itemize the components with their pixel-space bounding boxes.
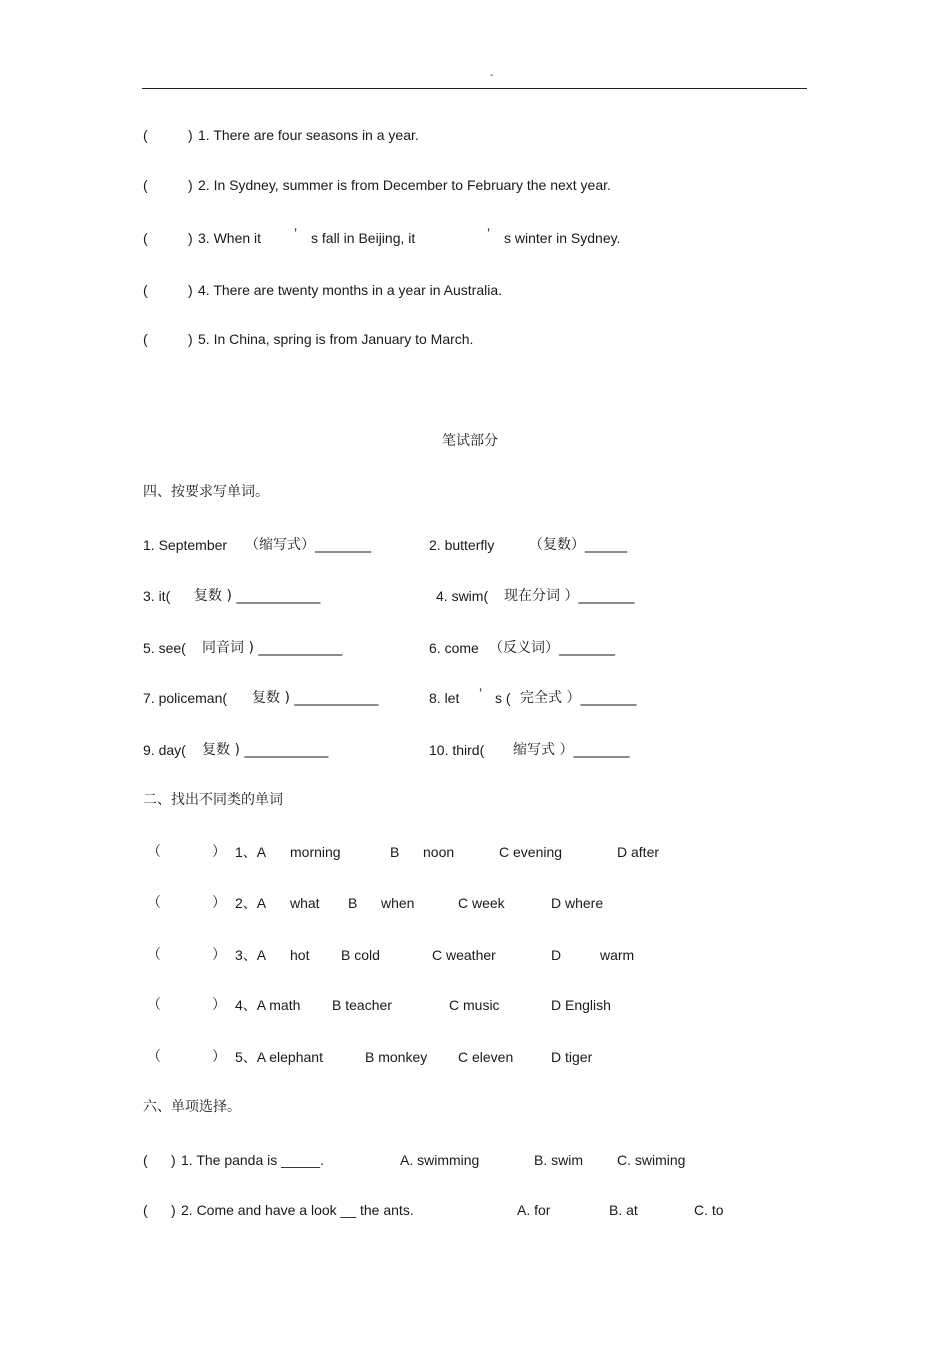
answer-paren-close: )	[171, 1152, 176, 1168]
answer-paren-open: (	[143, 127, 148, 143]
word-requirement: （反义词）________	[489, 640, 615, 656]
word-requirement: 完全式 ）________	[520, 690, 637, 706]
option-b: B teacher	[332, 997, 392, 1013]
answer-paren-close: ）	[212, 997, 226, 1013]
option-c: C music	[449, 997, 500, 1013]
option-a: 3、A	[235, 947, 267, 963]
section-title: 笔试部分	[442, 433, 498, 449]
option-a: 2、A	[235, 895, 267, 911]
answer-paren-close: )	[188, 127, 193, 143]
option-a: 4、A math	[235, 997, 301, 1013]
answer-paren-close: )	[188, 282, 193, 298]
answer-paren-open: （	[147, 947, 161, 963]
word-requirement: 复数 ) ____________	[194, 588, 321, 604]
answer-paren-open: (	[143, 331, 148, 347]
option-d: D where	[551, 895, 604, 911]
option-c: C evening	[499, 844, 563, 860]
option-a: 1、A	[235, 844, 267, 860]
option-c: C week	[458, 895, 505, 911]
option-d-word: warm	[600, 947, 635, 963]
word-requirement: 缩写式 ）________	[513, 742, 630, 758]
section-heading: 四、按要求写单词。	[143, 484, 269, 500]
option-a-word: what	[290, 895, 320, 911]
option-b-word: noon	[423, 844, 455, 860]
option-a: 5、A elephant	[235, 1049, 323, 1065]
option-a-word: hot	[290, 947, 310, 963]
header-mark: -	[490, 70, 494, 81]
question-text: 4. There are twenty months in a year in Australia.	[198, 282, 503, 298]
option-b: B monkey	[365, 1049, 428, 1065]
word-requirement: 复数 ) ____________	[252, 690, 379, 706]
option-c: C eleven	[458, 1049, 514, 1065]
option-d: D	[551, 947, 562, 963]
option-c: C. swiming	[617, 1152, 686, 1168]
answer-paren-close: )	[188, 230, 193, 246]
apostrophe: ’	[479, 685, 483, 701]
question-text: 2. In Sydney, summer is from December to February the next year.	[198, 177, 611, 193]
word-prompt: 5. see(	[143, 640, 186, 656]
option-a: A. swimming	[400, 1152, 480, 1168]
word-requirement: 现在分词 ）________	[504, 588, 635, 604]
answer-paren-close: ）	[212, 947, 226, 963]
option-a-word: morning	[290, 844, 341, 860]
word-requirement: （缩写式）________	[245, 537, 371, 553]
answer-paren-close: ）	[212, 895, 226, 911]
option-d: D tiger	[551, 1049, 593, 1065]
apostrophe: ’	[294, 225, 298, 241]
word-prompt: 10. third(	[429, 742, 485, 758]
question-text: 1. The panda is _____.	[181, 1152, 324, 1168]
answer-paren-open: (	[143, 177, 148, 193]
question-text: 5. In China, spring is from January to March.	[198, 331, 474, 347]
answer-paren-open: （	[147, 895, 161, 911]
answer-paren-open: （	[147, 844, 161, 860]
answer-paren-open: (	[143, 230, 148, 246]
answer-paren-close: ）	[212, 844, 226, 860]
option-d: D after	[617, 844, 660, 860]
option-b: B	[390, 844, 400, 860]
word-prompt: 1. September	[143, 537, 228, 553]
answer-paren-close: )	[188, 177, 193, 193]
word-requirement: 复数 ) ____________	[202, 742, 329, 758]
question-text: 2. Come and have a look __ the ants.	[181, 1202, 414, 1218]
answer-paren-close: )	[188, 331, 193, 347]
answer-paren-open: （	[147, 997, 161, 1013]
answer-paren-open: (	[143, 282, 148, 298]
option-b-word: when	[381, 895, 415, 911]
option-b: B	[348, 895, 358, 911]
answer-paren-open: (	[143, 1152, 148, 1168]
word-prompt: 2. butterfly	[429, 537, 495, 553]
answer-paren-open: (	[143, 1202, 148, 1218]
word-requirement: （复数）______	[529, 537, 627, 553]
section-heading: 二、找出不同类的单词	[143, 792, 283, 808]
word-prompt: 7. policeman(	[143, 690, 228, 706]
word-prompt: 8. let	[429, 690, 460, 706]
answer-paren-close: ）	[212, 1049, 226, 1065]
word-requirement: 同音词 ) ____________	[202, 640, 343, 656]
question-text: 1. There are four seasons in a year.	[198, 127, 419, 143]
option-b: B cold	[341, 947, 380, 963]
option-a: A. for	[517, 1202, 551, 1218]
word-prompt: 4. swim(	[436, 588, 489, 604]
option-c: C weather	[432, 947, 496, 963]
question-text: s fall in Beijing, it	[311, 230, 416, 246]
question-text: s winter in Sydney.	[504, 230, 621, 246]
answer-paren-close: )	[171, 1202, 176, 1218]
word-prompt: 9. day(	[143, 742, 186, 758]
option-b: B. at	[609, 1202, 638, 1218]
word-prompt: 3. it(	[143, 588, 171, 604]
header-rule	[142, 88, 807, 89]
answer-paren-open: （	[147, 1049, 161, 1065]
apostrophe: ’	[487, 225, 491, 241]
word-prompt: 6. come	[429, 640, 479, 656]
question-text: 3. When it	[198, 230, 262, 246]
option-c: C. to	[694, 1202, 724, 1218]
option-b: B. swim	[534, 1152, 583, 1168]
section-heading: 六、单项选择。	[143, 1099, 241, 1115]
word-prompt: s (	[495, 690, 511, 706]
option-d: D English	[551, 997, 611, 1013]
